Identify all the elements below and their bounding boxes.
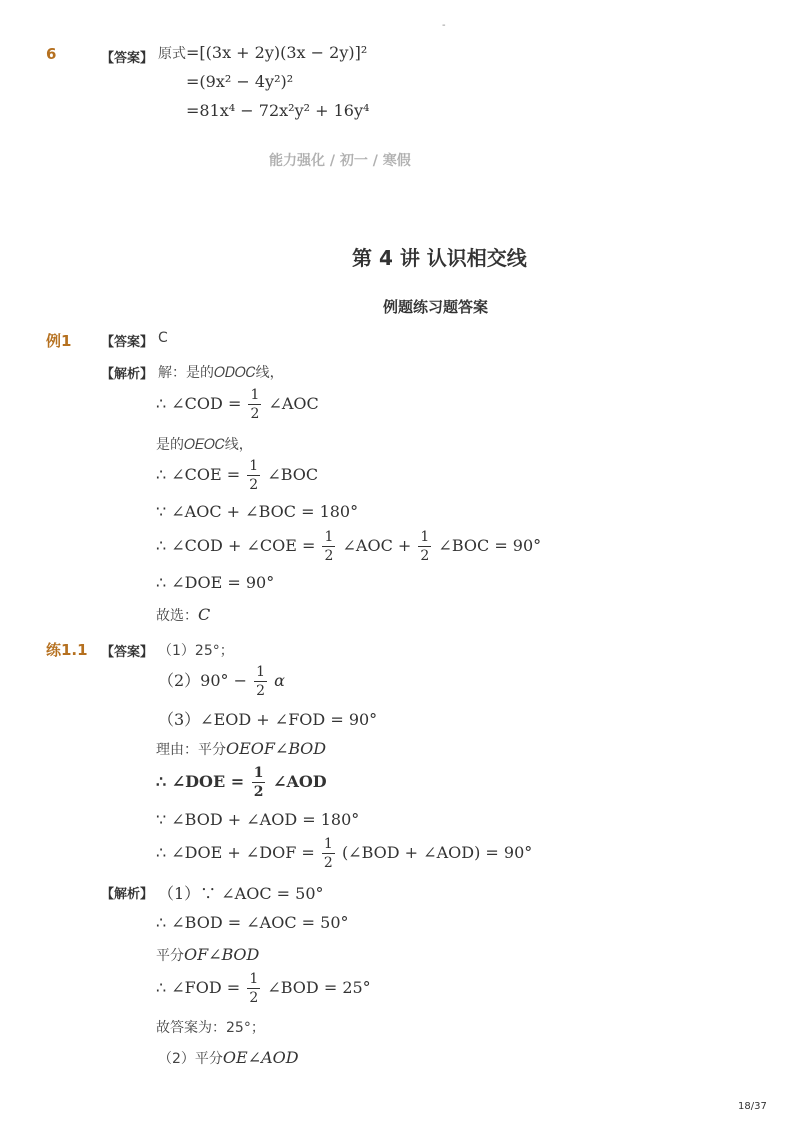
math-text: ∠BOC = 90° bbox=[438, 536, 542, 555]
fraction bbox=[248, 388, 261, 421]
bisect-label: 平分 bbox=[156, 948, 184, 964]
q6-math-2: =(9x² − 4y²)² bbox=[186, 72, 294, 91]
math-text: 𝑂𝐹∠𝐵𝑂𝐷 bbox=[184, 945, 260, 964]
answer-line: （1）25°； bbox=[158, 643, 234, 659]
q6-math-3: =81x⁴ − 72x²y² + 16y⁴ bbox=[186, 101, 370, 120]
header-mark: - bbox=[442, 20, 446, 31]
solution-line bbox=[156, 459, 318, 492]
fraction bbox=[252, 766, 266, 799]
numerator: 1 bbox=[250, 387, 260, 403]
math-text: （2）90° − bbox=[158, 671, 248, 690]
fraction bbox=[322, 837, 335, 870]
fraction bbox=[254, 665, 267, 698]
answer-line bbox=[158, 665, 285, 698]
solution-line: 是的𝑂𝐸𝑂𝐶线， bbox=[156, 437, 253, 453]
answer-tag: 【答案】 bbox=[101, 51, 154, 66]
denominator: 2 bbox=[323, 855, 333, 871]
numerator: 1 bbox=[323, 836, 333, 852]
practice-number: 练1.1 bbox=[46, 641, 88, 659]
math-text: ∴ ∠DOE + ∠DOF = bbox=[156, 843, 315, 862]
math-text: ∠AOC bbox=[268, 394, 319, 413]
solution-line: ∴ ∠BOD = ∠AOC = 50° bbox=[156, 913, 349, 932]
math-text: ∴ ∠DOE = bbox=[156, 772, 245, 791]
solution-line: 解：是的𝑂𝐷𝑂𝐶线， bbox=[158, 365, 284, 381]
denominator: 2 bbox=[256, 683, 266, 699]
math-text: ∴ ∠COD + ∠COE = bbox=[156, 536, 316, 555]
answer-line bbox=[156, 766, 327, 799]
answer-line bbox=[156, 837, 532, 870]
math-text: α bbox=[274, 671, 285, 690]
solution-line: 故答案为：25°； bbox=[156, 1020, 265, 1036]
answer-tag: 【答案】 bbox=[101, 335, 154, 350]
denominator: 2 bbox=[249, 990, 259, 1006]
answer-line bbox=[156, 739, 326, 759]
page-number: 18/37 bbox=[738, 1101, 767, 1112]
solution-line: ∴ ∠DOE = 90° bbox=[156, 573, 275, 592]
q6-line-1 bbox=[158, 43, 367, 63]
math-text: ∠AOD bbox=[273, 772, 327, 791]
solution-line bbox=[156, 530, 541, 563]
denominator: 2 bbox=[324, 548, 334, 564]
fraction bbox=[418, 530, 431, 563]
solution-line bbox=[156, 945, 259, 965]
choice-value: C bbox=[198, 605, 211, 624]
bisect-label: （2）平分 bbox=[158, 1051, 223, 1067]
solution-line bbox=[156, 388, 319, 421]
numerator: 1 bbox=[253, 765, 264, 781]
solution-line bbox=[156, 605, 210, 625]
analysis-tag: 【解析】 bbox=[101, 887, 154, 902]
numerator: 1 bbox=[249, 458, 259, 474]
example-number: 例1 bbox=[46, 332, 72, 350]
chapter-title: 第 4 讲 认识相交线 bbox=[352, 246, 527, 270]
answer-tag: 【答案】 bbox=[101, 645, 154, 660]
q6-math-1: =[(3x + 2y)(3x − 2y)]² bbox=[186, 43, 368, 62]
denominator: 2 bbox=[249, 477, 259, 493]
solution-line bbox=[158, 1048, 299, 1068]
numerator: 1 bbox=[256, 664, 266, 680]
fraction bbox=[247, 459, 260, 492]
math-text: ∴ ∠FOD = bbox=[156, 978, 241, 997]
math-text: ∴ ∠COD = bbox=[156, 394, 242, 413]
numerator: 1 bbox=[420, 529, 430, 545]
math-text: 𝑂𝐸∠𝐴𝑂𝐷 bbox=[222, 1048, 299, 1067]
section-title: 例题练习题答案 bbox=[383, 298, 489, 316]
series-tag: 能力强化 / 初一 / 寒假 bbox=[269, 153, 411, 169]
math-text: ∴ ∠COE = bbox=[156, 465, 241, 484]
denominator: 2 bbox=[420, 548, 430, 564]
denominator: 2 bbox=[253, 784, 264, 800]
math-text: ∠BOC bbox=[267, 465, 319, 484]
solution-line: ∵ ∠AOC + ∠BOC = 180° bbox=[156, 502, 359, 521]
answer-line: ∵ ∠BOD + ∠AOD = 180° bbox=[156, 810, 360, 829]
denominator: 2 bbox=[250, 406, 260, 422]
math-text: ∠BOD = 25° bbox=[267, 978, 371, 997]
solution-line: （1）∵ ∠AOC = 50° bbox=[158, 884, 324, 903]
math-text: ∠AOC + bbox=[342, 536, 412, 555]
answer-line: （3）∠EOD + ∠FOD = 90° bbox=[158, 710, 378, 729]
math-text: 𝑂𝐸𝑂𝐹∠𝐵𝑂𝐷 bbox=[226, 739, 327, 758]
reason-label: 理由：平分 bbox=[156, 742, 226, 758]
q6-label: 原式 bbox=[158, 46, 186, 62]
answer-value: C bbox=[158, 330, 168, 346]
solution-line bbox=[156, 972, 371, 1005]
fraction bbox=[322, 530, 335, 563]
analysis-tag: 【解析】 bbox=[101, 367, 154, 382]
math-text: (∠BOD + ∠AOD) = 90° bbox=[341, 843, 533, 862]
choice-label: 故选： bbox=[156, 608, 198, 624]
numerator: 1 bbox=[324, 529, 334, 545]
question-number: 6 bbox=[46, 45, 57, 63]
numerator: 1 bbox=[249, 971, 259, 987]
fraction bbox=[247, 972, 260, 1005]
